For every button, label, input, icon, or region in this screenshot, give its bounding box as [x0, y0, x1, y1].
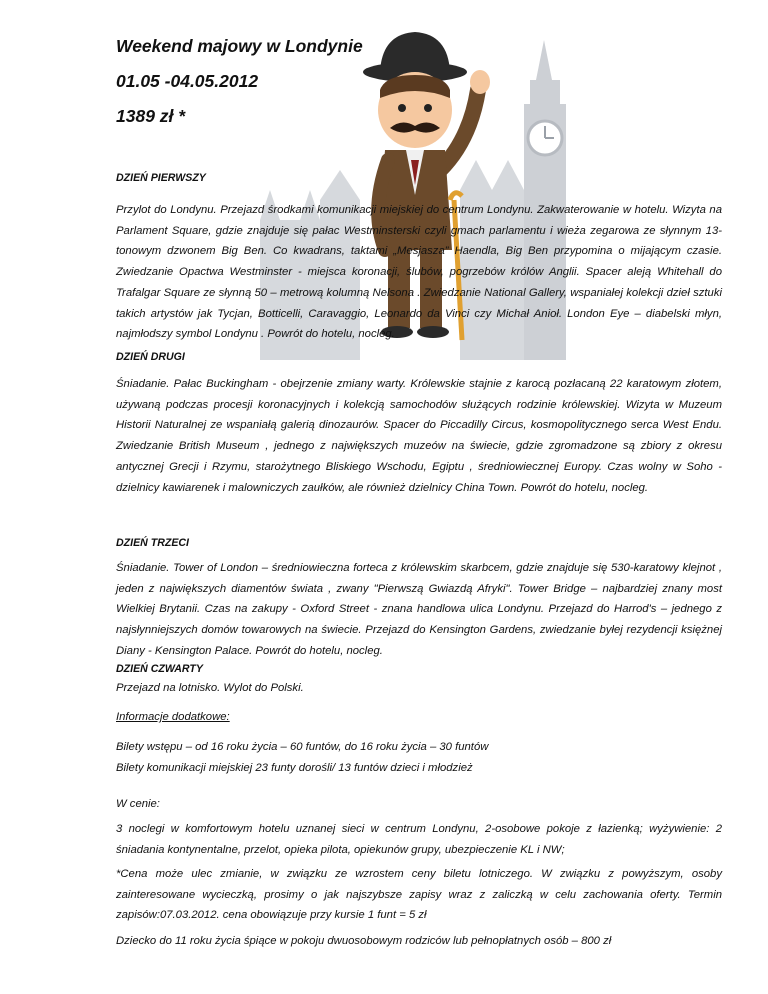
day-3-title: DZIEŃ TRZECI: [116, 537, 189, 549]
info-line-2: Bilety komunikacji miejskiej 23 funty dorośli/ 13 funtów dzieci i młodzież: [116, 761, 473, 774]
day-1-section: [116, 200, 722, 345]
day-4-title: DZIEŃ CZWARTY: [116, 663, 203, 675]
note-text: *Cena może ulec zmianie, w związku ze wzrostem ceny biletu lotniczego. W związku z powyższym, osoby zainteresowane wycieczką, prosimy o jak najszybsze zapisy wraz z zaliczką w celu zachowania oferty. Termin zapisów:07.03.2012. cena obowiązuje przy kursie 1 funt = 5 zł: [116, 868, 722, 922]
info-line-1: Bilety wstępu – od 16 roku życia – 60 funtów, do 16 roku życia – 30 funtów: [116, 741, 489, 753]
day-1-text: Przylot do Londynu. Przejazd środkami komunikacji miejskiej do centrum Londynu. Zakwaterowanie w hotelu. Wizyta na Parlament Square, gdzie znajduje się pałac Westminsterski czyli gmach parlamentu i wieża zegarowa ze słynnym 13-tonowym dzwonem Big Ben. Co kwadrans, taktami „Mesjasza” Haendla, Big Ben przypomina o mijającym czasie. Zwiedzanie Opactwa Westminster - miejsca koronacji, ślubów, pogrzebów królów Anglii. Spacer aleją Whitehall do Trafalgar Square ze słynną 50 – metrową kolumną Nelsona . Zwiedzanie National Gallery, wspaniałej kolekcji dzieł sztuki takich artystów jak Tycjan, Botticelli, Caravaggio, Leonardo da Vinci czy Michał Anioł. London Eye – diabelski młyn, najmłodszy symbol Londynu . Powrót do hotelu, nocleg.: [116, 204, 722, 341]
note-section: [116, 864, 722, 926]
day-2-title: DZIEŃ DRUGI: [116, 351, 185, 363]
price-includes-section: [116, 819, 722, 860]
day-2-text: Śniadanie. Pałac Buckingham - obejrzenie zmiany warty. Królewskie stajnie z karocą pozłacaną 22 karatowym złotem, używaną podczas procesji koronacyjnych i kolekcją samochodów służących rodzinie królewskiej. Wizyta w Muzeum Historii Naturalnej ze wspaniałą galerią dinozaurów. Spacer do Piccadilly Circus, kosmopolitycznego serca West Endu. Zwiedzanie British Museum , jednego z największych muzeów na świecie, gdzie zgromadzone są zbiory z okresu antycznej Grecji i Rzymu, starożytnego Bliskiego Wschodu, Egiptu , średniowiecznej Europy. Czas wolny w Soho - dzielnicy kawiarenek i malowniczych zaułków, ale również dzielnicy China Town. Powrót do hotelu, nocleg.: [116, 378, 722, 494]
day-4-section: [116, 678, 722, 699]
child-price-section: [116, 931, 722, 952]
day-3-text: Śniadanie. Tower of London – średniowieczna forteca z królewskim skarbcem, gdzie znajduje się 530-karatowy klejnot , jeden z największych diamentów świata , zwany "Pierwszą Gwiazdą Afryki". Tower Bridge – najbardziej znany most Wielkiej Brytanii. Czas na zakupy - Oxford Street - znana handlowa ulica Londynu. Przejazd do Harrod's – jednego z najsłynniejszych domów towarowych na świecie. Przejazd do Kensington Gardens, zwiedzanie byłej rezydencji księżnej Diany - Kensington Palace. Powrót do hotelu, nocleg.: [116, 562, 722, 657]
price-includes-title-block: [116, 794, 722, 815]
day-1-title: DZIEŃ PIERWSZY: [116, 172, 206, 184]
trip-price: 1389 zł *: [116, 106, 186, 126]
price-includes-title: W cenie:: [116, 798, 160, 810]
info-section: [116, 707, 722, 728]
info-title: Informacje dodatkowe:: [116, 711, 230, 723]
price-includes-text: 3 noclegi w komfortowym hotelu uznanej sieci w centrum Londynu, 2-osobowe pokoje z łazienką; wyżywienie: 2 śniadania kontynentalne, przelot, opieka pilota, opiekunów grupy, ubezpieczenie KL i NW;: [116, 823, 722, 856]
page-title: Weekend majowy w Londynie: [116, 36, 363, 56]
day-4-text: Przejazd na lotnisko. Wylot do Polski.: [116, 682, 304, 694]
day-2-section: [116, 374, 722, 498]
info-lines: [116, 737, 722, 778]
day-3-section: [116, 558, 722, 662]
trip-dates: 01.05 -04.05.2012: [116, 71, 259, 91]
child-price-text: Dziecko do 11 roku życia śpiące w pokoju dwuosobowym rodziców lub pełnopłatnych osób – 800 zł: [116, 935, 612, 947]
